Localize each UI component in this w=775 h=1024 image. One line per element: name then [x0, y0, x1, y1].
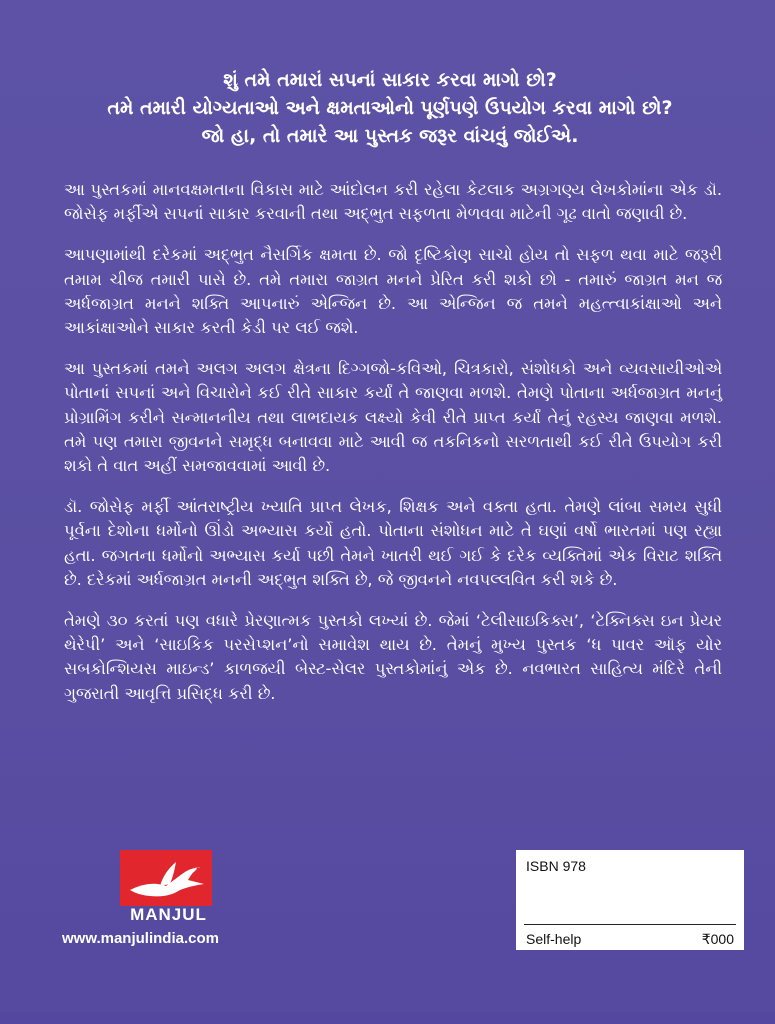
blurb-paragraph: આપણામાંથી દરેકમાં અદ્ભુત નૈસર્ગિક ક્ષમતા છે. જો દૃષ્ટિકોણ સાચો હોય તો સફળ થવા માટે જરૂરી તમામ ચીજ તમારી પાસે છે. તમે તમારા જાગ્રત મનને પ્રેરિત કરી શકો છો - તમારું જાગ્રત મન જ અર્ધજાગ્રત મનને શક્તિ આપનારું એન્જિન છે. આ એન્જિન જ તમને મહત્ત્વાકાંક્ષાઓ અને આકાંક્ષાઓને સાકાર કરતી કેડી પર લઈ જશે.	[64, 245, 722, 338]
blurb-paragraph: ડૉ. જોસેફ મર્ફી આંતરાષ્ટ્રીય ખ્યાતિ પ્રાપ્ત લેખક, શિક્ષક અને વક્તા હતા. તેમણે લાંબા સમય સુધી પૂર્વના દેશોના ધર્મોનો ઊંડો અભ્યાસ કર્યો હતો. પોતાના સંશોધન માટે તે ઘણાં વર્ષો ભારતમાં પણ રહ્યા હતા. જગતના ધર્મોનો અભ્યાસ કર્યા પછી તેમને ખાતરી થઈ ગઈ કે દરેક વ્યક્તિમાં એક વિરાટ શક્તિ છે. દરેકમાં અર્ધજાગ્રત મનની અદ્ભુત શક્તિ છે, જે જીવનને નવપલ્લવિત કરી શકે છે.	[64, 497, 722, 589]
isbn-label: ISBN 978	[526, 858, 586, 874]
barcode-divider	[524, 924, 736, 925]
headline-line: તમે તમારી યોગ્યતાઓ અને ક્ષમતાઓનો પૂર્ણપણે ઉપયોગ કરવા માગો છો?	[107, 97, 673, 119]
publisher-website: www.manjulindia.com	[62, 930, 219, 947]
publisher-logo	[120, 850, 212, 906]
blurb-paragraph: તેમણે ૩૦ કરતાં પણ વધારે પ્રેરણાત્મક પુસ્તકો લખ્યાં છે. જેમાં ‘ટેલીસાઇકિક્સ’, ‘ટેક્નિક્સ ઇન પ્રેયર થેરેપી’ અને ‘સાઇકિક પરસેપ્શન’નો સમાવેશ થાય છે. તેમનું મુખ્ય પુસ્તક ‘ધ પાવર ઑફ યોર સબકોન્શિયસ માઇન્ડ’ કાળજયી બેસ્ટ-સેલર પુસ્તકોમાંનું એક છે. નવભારત સાહિત્ય મંદિરે તેની ગુજરાતી આવૃત્તિ પ્રસિદ્ધ કરી છે.	[64, 611, 722, 703]
headline-line: જો હા, તો તમારે આ પુસ્તક જરૂર વાંચવું જોઈએ.	[201, 125, 579, 147]
bottom-strip	[0, 1012, 775, 1024]
barcode-box	[516, 850, 744, 950]
blurb-paragraph: આ પુસ્તકમાં તમને અલગ અલગ ક્ષેત્રના દિગ્ગજો-કવિઓ, ચિત્રકારો, સંશોધકો અને વ્યવસાયીઓએ પોતાનાં સપનાં અને વિચારોને કઈ રીતે સાકાર કર્યાં તે જાણવા મળશે. તેમણે પોતાના અર્ધજાગ્રત મનનું પ્રોગ્રામિંગ કરીને સન્માનનીય તથા લાભદાયક લક્ષ્યો કેવી રીતે પ્રાપ્ત કર્યાં તેનું રહસ્ય જાણવા મળશે. તમે પણ તમારા જીવનને સમૃદ્ધ બનાવવા માટે આવી જ તકનિકનો સરળતાથી કઈ રીતે ઉપયોગ કરી શકો તે વાત અહીં સમજાવવામાં આવી છે.	[64, 359, 722, 476]
book-price: ₹000	[701, 931, 734, 947]
blurb	[64, 178, 722, 723]
blurb-paragraph: આ પુસ્તકમાં માનવક્ષમતાના વિકાસ માટે આંદોલન કરી રહેલા કેટલાક અગ્રગણ્ય લેખકોમાંના એક ડૉ. જોસેફ મર્ફીએ સપનાં સાકાર કરવાની તથા અદ્ભુત સફળતા મેળવવા માટેની ગૂઢ વાતો જણાવી છે.	[64, 180, 722, 224]
book-category: Self-help	[526, 931, 582, 947]
publisher-name: MANJUL	[130, 905, 207, 924]
flying-bird-icon	[120, 850, 212, 906]
headline-line: શું તમે તમારાં સપનાં સાકાર કરવા માગો છો?	[223, 69, 557, 91]
headline	[40, 66, 740, 150]
